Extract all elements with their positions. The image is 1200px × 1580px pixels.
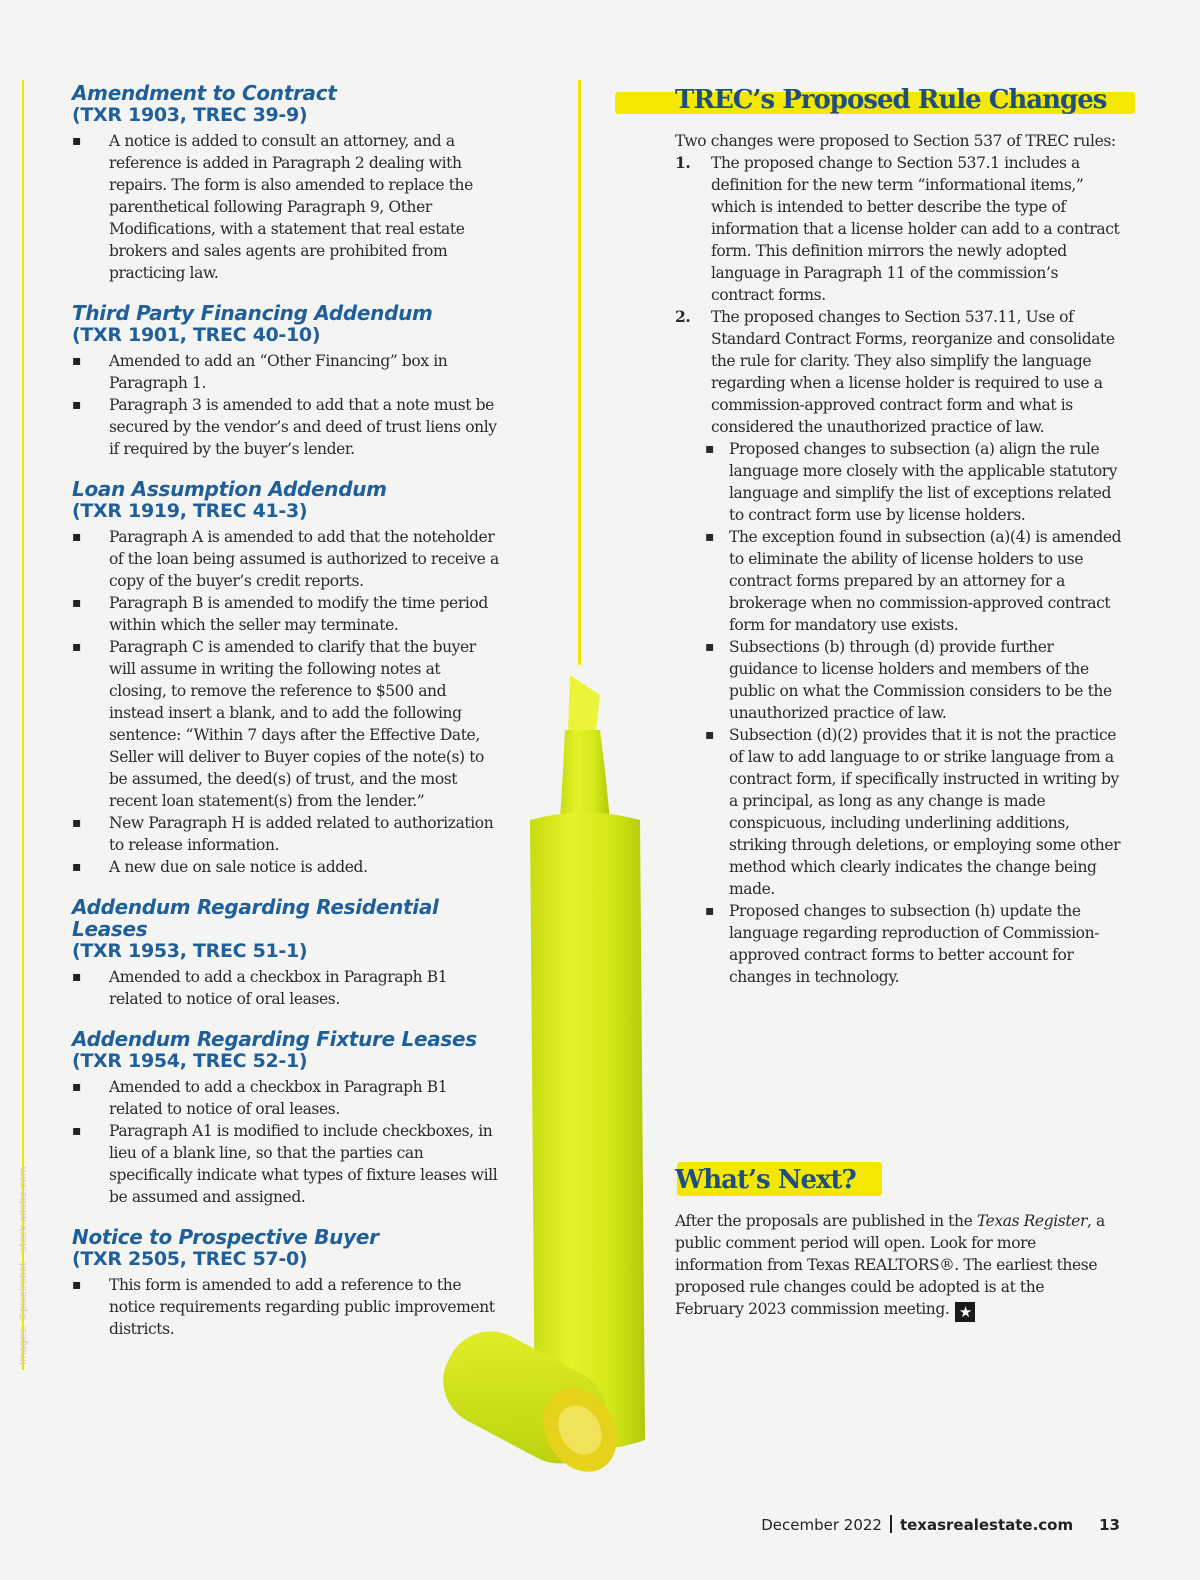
form-code: (TXR 1903, TREC 39-9) bbox=[72, 104, 308, 126]
body-text: After the proposals are published in the bbox=[675, 1212, 977, 1230]
form-title: Notice to Prospective Buyer bbox=[72, 1225, 379, 1249]
form-changes-list bbox=[72, 130, 502, 284]
form-section bbox=[72, 302, 502, 460]
highlighter-ink-line bbox=[578, 80, 581, 665]
rule-changes-title: TREC’s Proposed Rule Changes bbox=[675, 85, 1107, 115]
whats-next-heading bbox=[675, 1160, 1115, 1200]
sub-bullet: ▪ Proposed changes to subsection (a) align the rule language more closely with the applicable statutory language and simplify the list of exceptions related to contract form use by license holders. bbox=[729, 438, 1125, 526]
website-link[interactable]: texasrealestate.com bbox=[899, 1516, 1074, 1534]
highlighter-neck bbox=[560, 730, 610, 820]
item-text: The proposed change to Section 537.1 includes a definition for the new term “informational items,” which is intended to better describe the type of information that a license holder can add to a contract form. This definition mirrors the newly adopted language in Paragraph 11 of the commission’s contract forms. bbox=[711, 154, 1120, 304]
whats-next-title: What’s Next? bbox=[675, 1165, 856, 1195]
form-code: (TXR 1954, TREC 52-1) bbox=[72, 1050, 308, 1072]
bullet-item: ▪ Amended to add an “Other Financing” box in Paragraph 1. bbox=[72, 350, 502, 394]
sub-bullet: ▪ Subsection (d)(2) provides that it is not the practice of law to add language to or strike language from a contract form, if specifically instructed in writing by a principal, as long as any change is made conspicuous, including underlining additions, striking through deletions, or employing some other method which clearly indicates the change being made. bbox=[729, 724, 1125, 900]
highlighter-tip bbox=[568, 675, 600, 730]
whats-next-body bbox=[675, 1210, 1115, 1322]
sub-bullet: ▪ Proposed changes to subsection (h) update the language regarding reproduction of Commission-approved contract forms to better account for changes in technology. bbox=[729, 900, 1125, 988]
rule-changes-list bbox=[675, 152, 1125, 438]
bullet-item: ▪ Paragraph 3 is amended to add that a note must be secured by the vendor’s and deed of trust liens only if required by the buyer’s lender. bbox=[72, 394, 502, 460]
bullet-item: ▪ A notice is added to consult an attorney, and a reference is added in Paragraph 2 dealing with repairs. The form is also amended to replace the parenthetical following Paragraph 9, Other Modifications, with a statement that real estate brokers and sales agents are prohibited from practicing law. bbox=[72, 130, 502, 284]
form-title: Loan Assumption Addendum bbox=[72, 477, 387, 501]
form-changes-list bbox=[72, 1274, 502, 1340]
bullet-item: ▪ Paragraph A is amended to add that the noteholder of the loan being assumed is authorized to receive a copy of the buyer’s credit reports. bbox=[72, 526, 502, 592]
highlighter-body bbox=[530, 813, 645, 1451]
page-number: 13 bbox=[1099, 1516, 1120, 1534]
sub-bullet: ▪ Subsections (b) through (d) provide further guidance to license holders and members of the public on what the Commission considers to be the unauthorized practice of law. bbox=[729, 636, 1125, 724]
image-credit: Images: ©pixelrobot - stock.adobe.com bbox=[18, 1166, 29, 1365]
bullet-item: ▪ Amended to add a checkbox in Paragraph B1 related to notice of oral leases. bbox=[72, 966, 502, 1010]
form-changes-list bbox=[72, 526, 502, 878]
form-section bbox=[72, 896, 502, 1010]
form-title: Third Party Financing Addendum bbox=[72, 301, 433, 325]
form-code: (TXR 2505, TREC 57-0) bbox=[72, 1248, 308, 1270]
item-number: 1. bbox=[675, 153, 691, 172]
form-section bbox=[72, 1028, 502, 1208]
form-section bbox=[72, 478, 502, 878]
bullet-item: ▪ A new due on sale notice is added. bbox=[72, 856, 502, 878]
form-changes-list bbox=[72, 1076, 502, 1208]
bullet-item: ▪ Paragraph B is amended to modify the time period within which the seller may terminate. bbox=[72, 592, 502, 636]
issue-date: December 2022 bbox=[761, 1516, 882, 1534]
form-code: (TXR 1919, TREC 41-3) bbox=[72, 500, 308, 522]
form-changes-list bbox=[72, 350, 502, 460]
rule-change-sub-bullets bbox=[639, 438, 1125, 988]
star-end-icon: ★ bbox=[955, 1302, 975, 1322]
form-section bbox=[72, 82, 502, 284]
form-code: (TXR 1901, TREC 40-10) bbox=[72, 324, 321, 346]
bullet-item: ▪ Paragraph C is amended to clarify that the buyer will assume in writing the following notes at closing, to remove the reference to $500 and instead insert a blank, and to add the following sentence: “Within 7 days after the Effective Date, Seller will deliver to Buyer copies of the note(s) to be assumed, the deed(s) of trust, and the most recent loan statement(s) from the lender.” bbox=[72, 636, 502, 812]
form-code: (TXR 1953, TREC 51-1) bbox=[72, 940, 308, 962]
rule-change-item bbox=[675, 306, 1125, 438]
sub-bullet: ▪ The exception found in subsection (a)(4) is amended to eliminate the ability of license holders to use contract forms prepared by an attorney for a brokerage when no commission-approved contract form for mandatory use exists. bbox=[729, 526, 1125, 636]
bullet-item: ▪ New Paragraph H is added related to authorization to release information. bbox=[72, 812, 502, 856]
bullet-item: ▪ Amended to add a checkbox in Paragraph B1 related to notice of oral leases. bbox=[72, 1076, 502, 1120]
footer-divider bbox=[890, 1515, 892, 1533]
body-text: , a public comment period will open. Look for more information from Texas REALTORS®. The earliest these proposed rule changes could be adopted is at the February 2023 commission meeting. bbox=[675, 1212, 1105, 1318]
form-title: Addendum Regarding Fixture Leases bbox=[72, 1027, 477, 1051]
page-footer bbox=[761, 1515, 1120, 1534]
form-title: Addendum Regarding Residential Leases bbox=[72, 895, 439, 941]
rule-change-item bbox=[675, 152, 1125, 306]
bullet-item: ▪ Paragraph A1 is modified to include checkboxes, in lieu of a blank line, so that the parties can specifically indicate what types of fixture leases will be assumed and assigned. bbox=[72, 1120, 502, 1208]
form-section bbox=[72, 1226, 502, 1340]
publication-name: Texas Register bbox=[976, 1212, 1087, 1230]
bullet-item: ▪ This form is amended to add a reference to the notice requirements regarding public improvement districts. bbox=[72, 1274, 502, 1340]
right-column bbox=[675, 80, 1125, 988]
form-changes-list bbox=[72, 966, 502, 1010]
form-title: Amendment to Contract bbox=[72, 81, 337, 105]
item-number: 2. bbox=[675, 307, 691, 326]
rule-changes-intro: Two changes were proposed to Section 537 of TREC rules: bbox=[675, 132, 1116, 150]
rule-changes-heading bbox=[675, 80, 1125, 120]
left-column bbox=[72, 82, 502, 1358]
whats-next-section bbox=[675, 1160, 1115, 1322]
item-text: The proposed changes to Section 537.11, Use of Standard Contract Forms, reorganize and consolidate the rule for clarity. They also simplify the language regarding when a license holder is required to use a commission-approved contract form and what is considered the unauthorized practice of law. bbox=[711, 308, 1115, 436]
